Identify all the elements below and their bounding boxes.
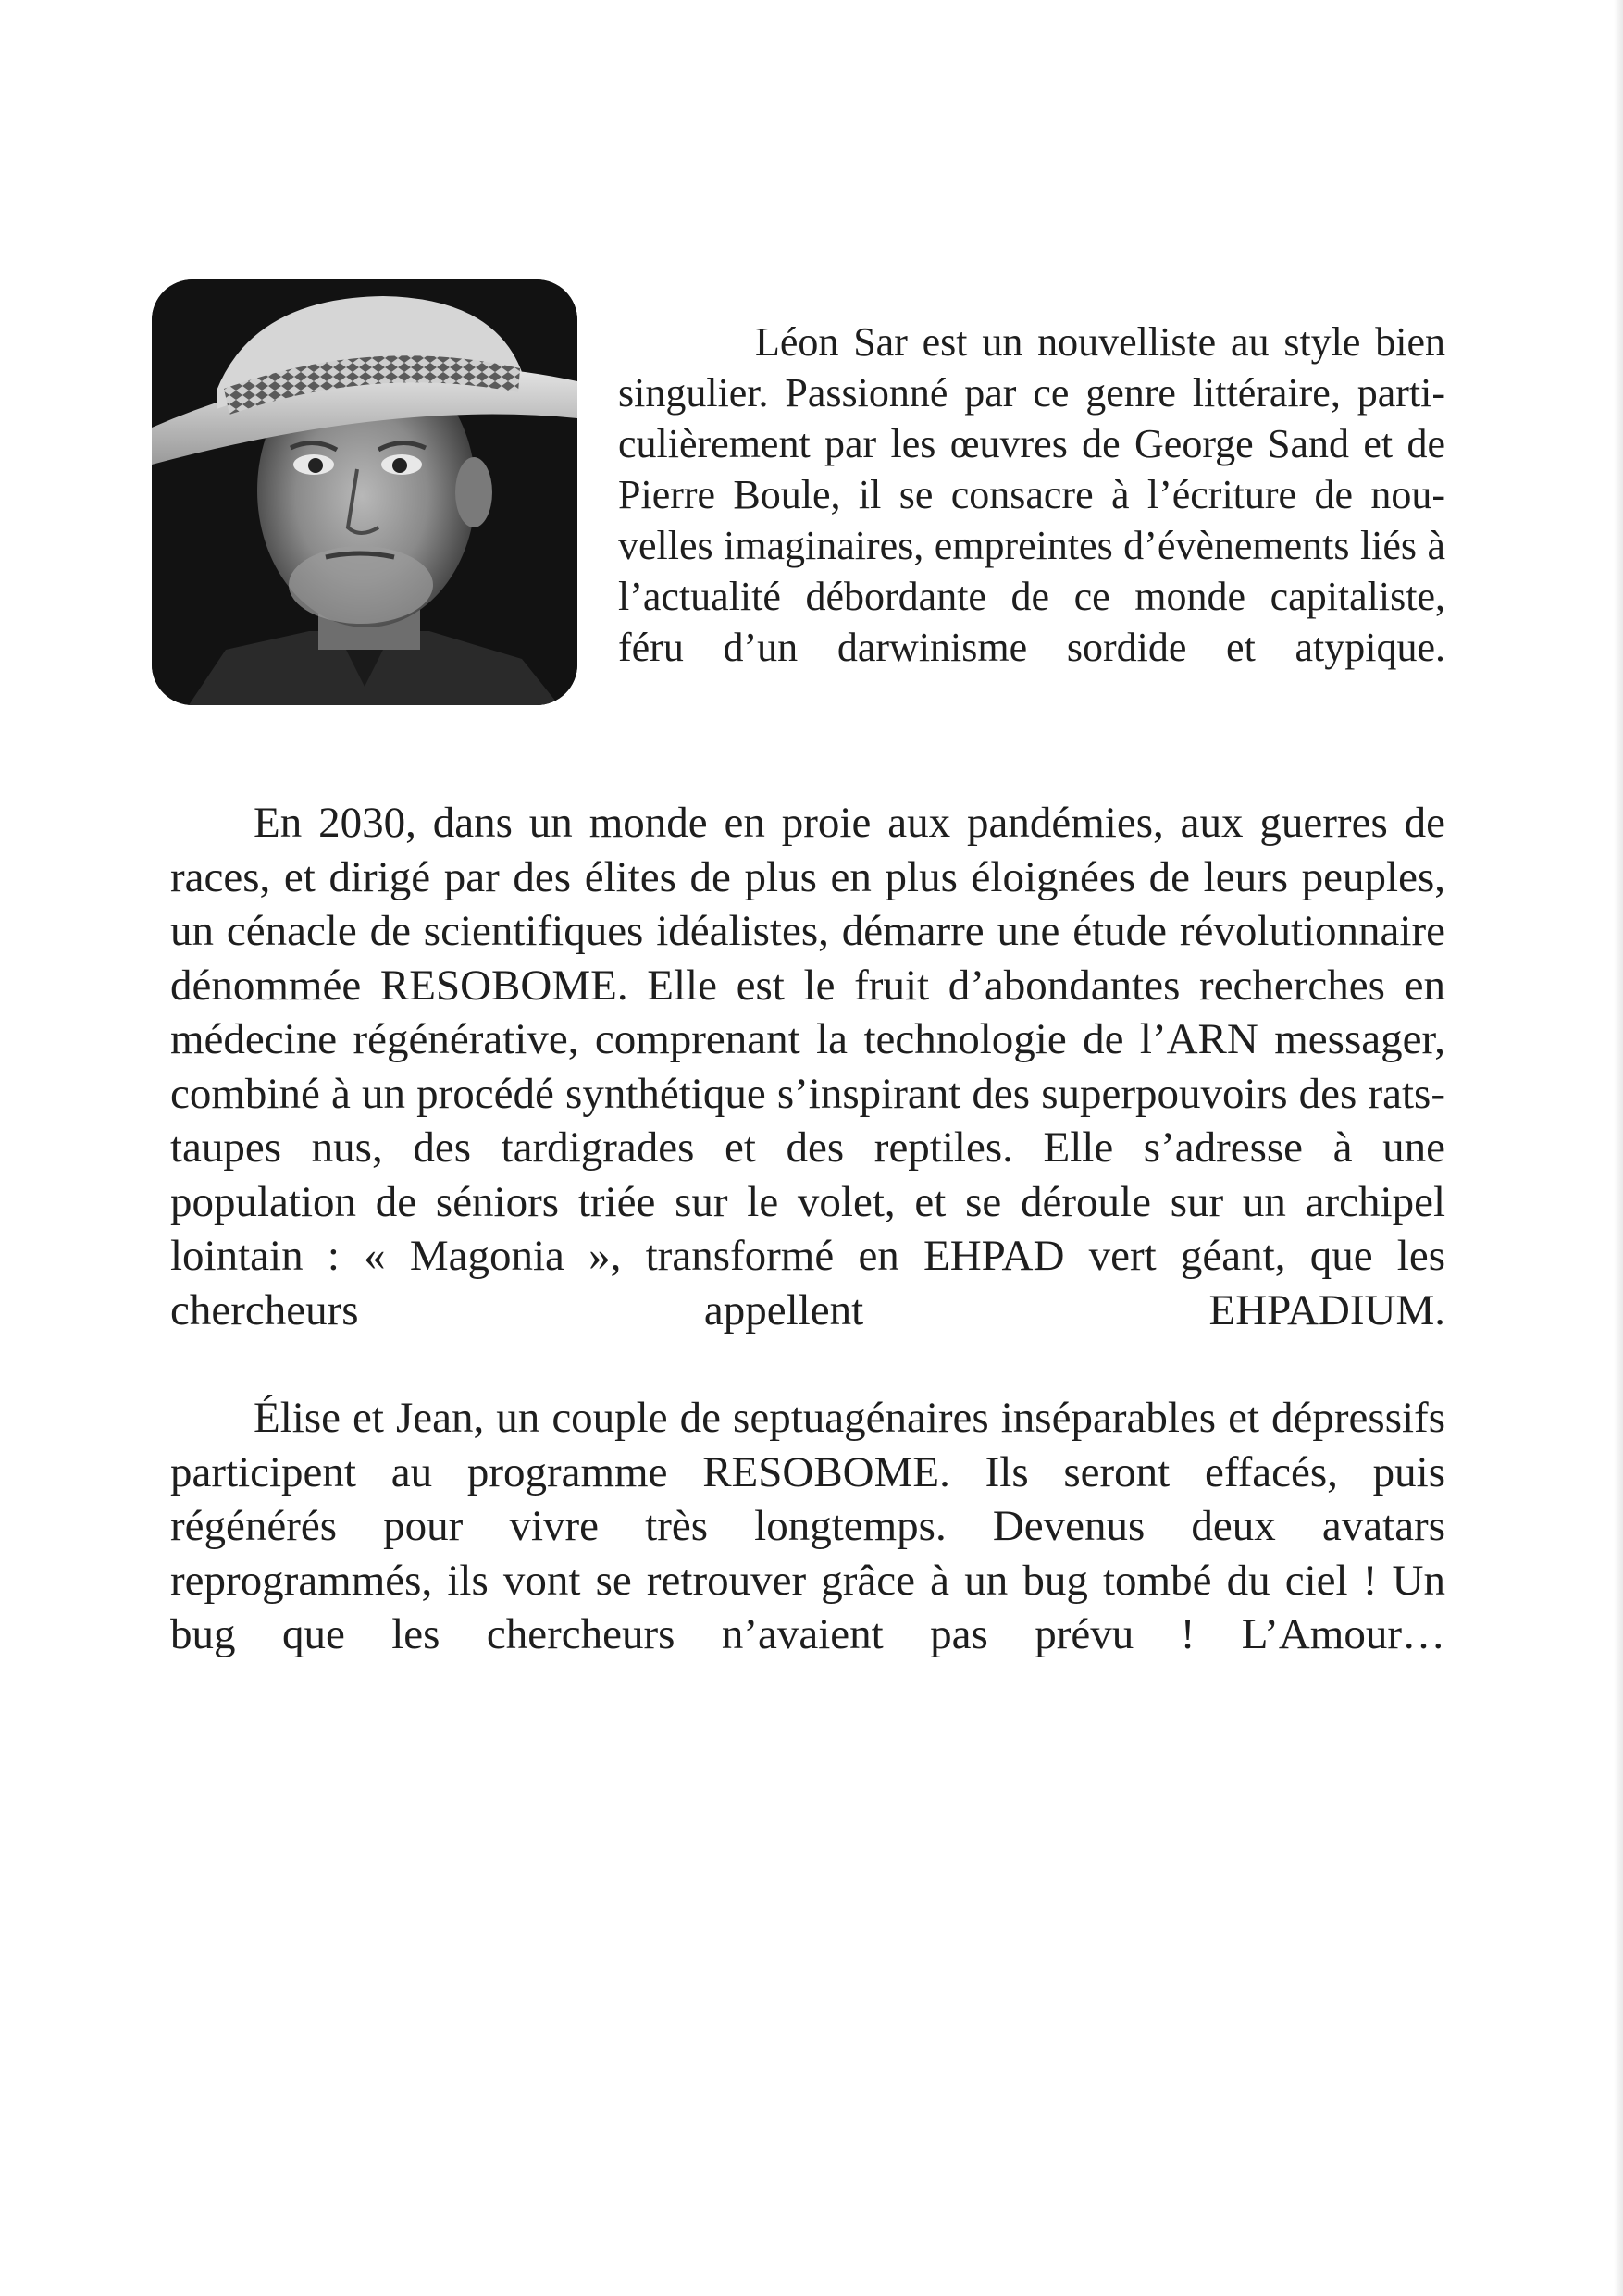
author-bio: Léon Sar est un nouvelliste au style bien singulier. Passionné par ce genre littéraire, particulièrement par les œuvres de George Sand et de Pierre Boule, il se consacre à l’écriture de nouvelles imaginaires, empreintes d’évènements liés à l’actualité débordante de ce monde capitaliste, féru d’un darwinisme sordide et atypique. bbox=[618, 319, 1445, 670]
book-synopsis bbox=[170, 796, 1445, 1662]
page-edge-shadow bbox=[1614, 0, 1623, 2296]
synopsis-paragraph-1: En 2030, dans un monde en proie aux pandémies, aux guerres de races, et dirigé par des élites de plus en plus éloignées de leurs peuples, un cénacle de scientifiques idéalistes, démarre une étude révolutionnaire dénommée RESOBOME. Elle est le fruit d’abondantes recherches en médecine régénérative, comprenant la technologie de l’ARN messager, combiné à un procédé synthétique s’inspirant des superpouvoirs des rats-taupes nus, des tardigrades et des reptiles. Elle s’adresse à une population de séniors triée sur le volet, et se déroule sur un archipel lointain : « Magonia », transformé en EHPAD vert géant, que les chercheurs appellent EHPADIUM. bbox=[170, 799, 1445, 1334]
author-portrait-photo bbox=[152, 279, 577, 705]
synopsis-paragraph-2: Élise et Jean, un couple de septuagénaires inséparables et dépressifs participent au programme RESOBOME. Ils seront effacés, puis régénérés pour vivre très longtemps. Devenus deux avatars reprogrammés, ils vont se retrouver grâce à un bug tombé du ciel ! Un bug que les chercheurs n’avaient pas prévu ! L’Amour… bbox=[170, 1394, 1445, 1658]
